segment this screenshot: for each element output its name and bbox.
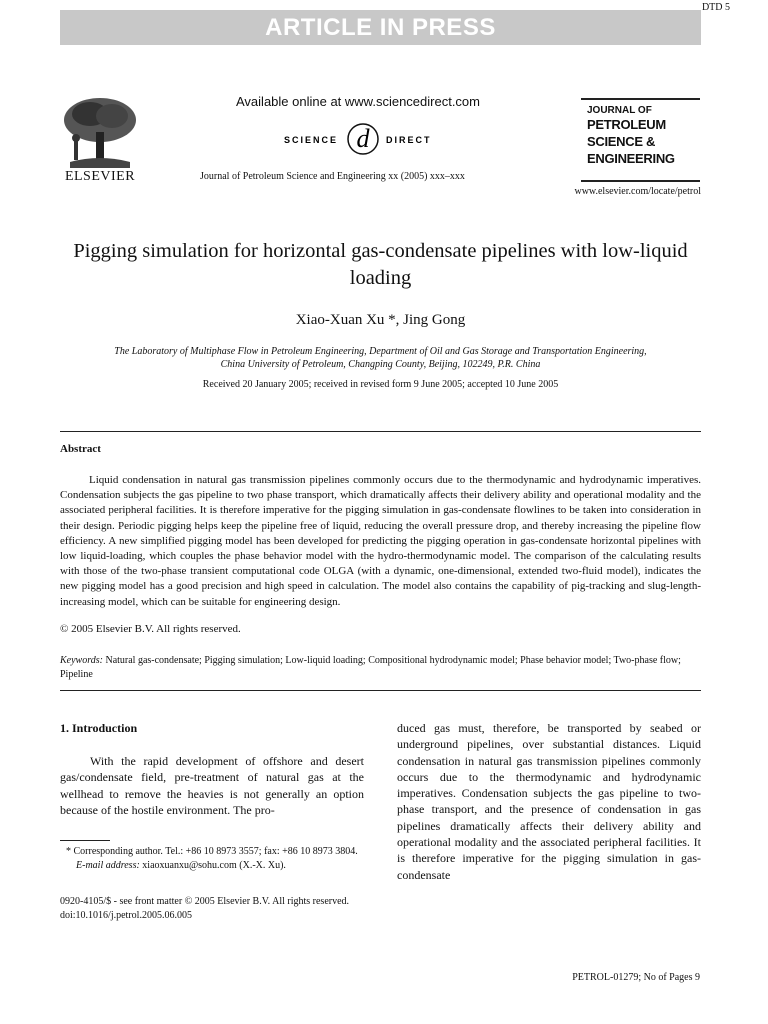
sciencedirect-left-text: SCIENCE: [283, 135, 338, 145]
divider-bottom: [60, 690, 701, 691]
issn-line: 0920-4105/$ - see front matter © 2005 Elsevier B.V. All rights reserved.: [60, 896, 350, 907]
sciencedirect-right-text: DIRECT: [386, 135, 432, 145]
page-footer: PETROL-01279; No of Pages 9: [572, 972, 700, 983]
journal-logo-of: JOURNAL OF: [587, 105, 652, 116]
affiliation-line-2: China University of Petroleum, Changping County, Beijing, 102249, P.R. China: [220, 359, 541, 370]
abstract-body: [60, 473, 701, 610]
journal-logo-line3: ENGINEERING: [587, 151, 675, 166]
article-title: Pigging simulation for horizontal gas-condensate pipelines with low-liquid loading: [73, 240, 688, 289]
email-label: E-mail address:: [76, 860, 140, 871]
corresponding-author: * Corresponding author. Tel.: +86 10 8973 3557; fax: +86 10 8973 3804.: [66, 846, 358, 857]
affiliation-line-1: The Laboratory of Multiphase Flow in Petroleum Engineering, Department of Oil and Gas Storage and Transportation Engineering,: [114, 346, 647, 357]
footnote: [60, 845, 364, 873]
journal-url[interactable]: www.elsevier.com/locate/petrol: [574, 186, 701, 197]
journal-citation: Journal of Petroleum Science and Engineering xx (2005) xxx–xxx: [200, 171, 465, 182]
intro-left-column: With the rapid development of offshore and desert gas/condensate field, pre-treatment of natural gas at the wellhead to remove the heavies is not generally an option because of the hostile environment. The pro-: [60, 754, 364, 817]
front-matter: [60, 895, 349, 923]
publisher-name: ELSEVIER: [64, 169, 136, 184]
footnote-divider: [60, 840, 110, 841]
elsevier-tree-logo-icon: [60, 96, 140, 168]
keywords-label: Keywords:: [60, 655, 103, 666]
received-dates: Received 20 January 2005; received in revised form 9 June 2005; accepted 10 June 2005: [202, 379, 559, 390]
abstract-copyright: © 2005 Elsevier B.V. All rights reserved.: [60, 623, 241, 635]
divider-top: [60, 431, 701, 432]
keywords: [60, 654, 701, 682]
banner-text: ARTICLE IN PRESS: [265, 14, 496, 41]
section-heading-introduction: 1. Introduction: [60, 721, 138, 735]
available-online-text: Available online at www.sciencedirect.com: [236, 94, 480, 109]
author-affiliation: [60, 345, 701, 371]
article-authors: Xiao-Xuan Xu *, Jing Gong: [295, 312, 466, 328]
svg-text:d: d: [356, 124, 370, 153]
intro-right-column: duced gas must, therefore, be transported by seabed or underground pipelines, over substantial distances. Liquid condensation in natural gas transmission pipelines commonly occurs due to the thermodynamic and hydrodynamic imperatives. Condensation subjects the gas pipeline to two-phase transport, and the presence of condensation in gas pipelines dramatically affects their delivery ability and operational modality and the associated peripheral facilities. It is therefore imperative for the pigging simulation in gas-condensate: [397, 721, 701, 882]
abstract-heading: Abstract: [60, 443, 101, 455]
journal-logo: [581, 98, 700, 182]
journal-logo-line2: SCIENCE &: [587, 134, 656, 149]
email-line: [60, 859, 364, 873]
abstract-text: Liquid condensation in natural gas transmission pipelines commonly occurs due to the thermodynamic and hydrodynamic imperatives. Condensation subjects the gas pipeline to two phase transport, which dramatically affects their delivery ability and operational modality and the associated peripheral facilities. It is therefore imperative for the pigging simulation in gas-condensate flowlines to be taken into consideration in their design. Periodic pigging helps keep the pipeline free of liquid, reducing the overall pressure drop, and thereby increasing the pipeline flow efficiency. A new simplified pigging model has been developed for predicting the pigging operation in gas-condensate horizontal pipelines with low liquid-loading, which couples the phase behavior model with the hydro-thermodynamic model. The comparison of the calculating results with those of the two-phase transient computational code OLGA (with a dynamic, one-dimensional, extended two-fluid model), indicates the new pigging model has a good precision and high speed in calculation. The model also contains the capability of pig-tracking and slug-length-increasing model, which can be suitable for engineering design.: [60, 474, 701, 608]
doi-line[interactable]: doi:10.1016/j.petrol.2005.06.005: [60, 910, 192, 921]
sciencedirect-logo-icon: [268, 113, 478, 161]
dtd-label: DTD 5: [701, 2, 730, 13]
keywords-list: Natural gas-condensate; Pigging simulation; Low-liquid loading; Compositional hydrodynamic model; Phase behavior model; Two-phase flow; Pipeline: [60, 655, 681, 680]
email-address[interactable]: xiaoxuanxu@sohu.com (X.-X. Xu).: [142, 860, 286, 871]
article-in-press-banner: [60, 10, 701, 45]
journal-logo-line1: PETROLEUM: [587, 117, 666, 132]
